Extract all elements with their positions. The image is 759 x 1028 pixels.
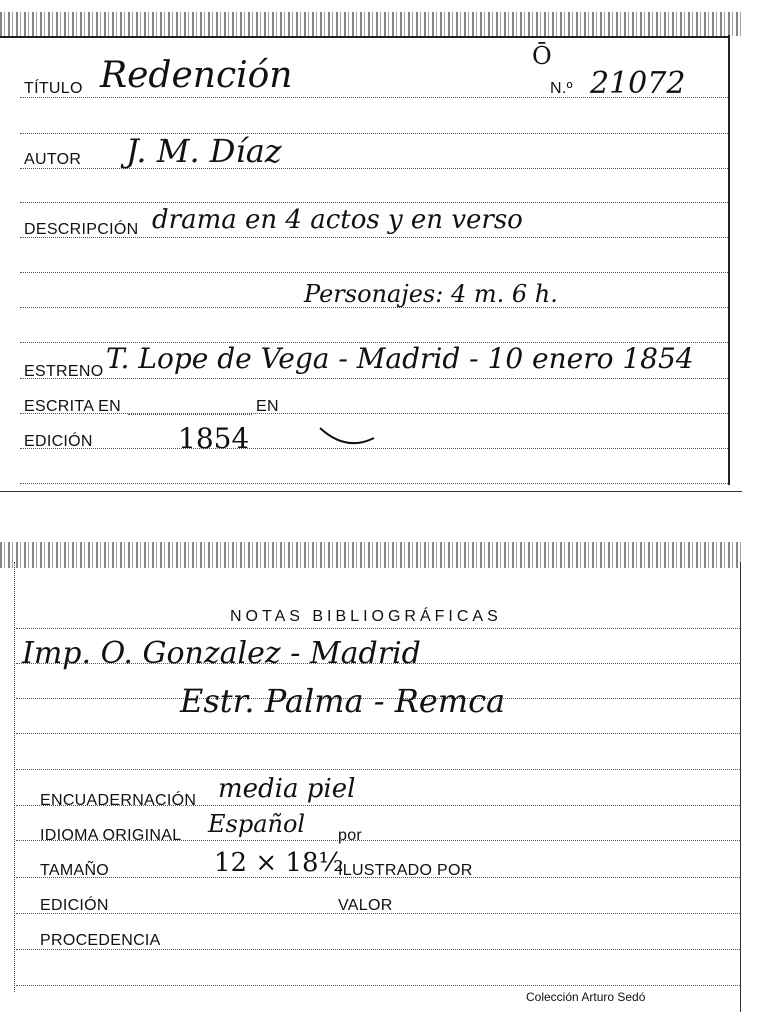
- por-label: por: [338, 827, 363, 844]
- rule: [16, 769, 740, 770]
- escrita-label: ESCRITA EN: [24, 398, 121, 415]
- descripcion-value: drama en 4 actos y en verso: [152, 205, 523, 235]
- estreno-label: ESTRENO: [24, 363, 104, 380]
- estreno-value: T. Lope de Vega - Madrid - 10 enero 1854: [106, 342, 694, 375]
- card-right-border: [740, 562, 741, 1012]
- idioma-value: Español: [208, 810, 306, 838]
- titulo-label: TÍTULO: [24, 80, 83, 97]
- note-line-1: Imp. O. Gonzalez - Madrid: [22, 636, 421, 671]
- autor-label: AUTOR: [24, 151, 82, 168]
- card-top-edge: [0, 12, 742, 36]
- ilustrado-label: ILUSTRADO POR: [338, 862, 473, 879]
- encuadernacion-label: ENCUADERNACIÓN: [40, 792, 197, 809]
- encuadernacion-value: media piel: [218, 774, 356, 804]
- footer-credit: Colección Arturo Sedó: [526, 990, 646, 1004]
- valor-label: VALOR: [338, 897, 393, 914]
- notas-heading: NOTAS BIBLIOGRÁFICAS: [230, 608, 502, 625]
- rule: [16, 985, 740, 986]
- edicion-label: EDICIÓN: [24, 433, 93, 450]
- rule: [20, 272, 728, 273]
- tamano-label: TAMAÑO: [40, 862, 110, 879]
- rule: [16, 733, 740, 734]
- rule: [20, 483, 728, 484]
- edicion-value: 1854: [178, 422, 250, 455]
- pencil-mark: [318, 420, 378, 450]
- tamano-value: 12 × 18½: [214, 848, 344, 878]
- personajes-value: Personajes: 4 m. 6 h.: [304, 280, 558, 308]
- card-left-border: [14, 562, 15, 992]
- rule: [20, 378, 728, 379]
- card-divider: [0, 491, 742, 492]
- descripcion-label: DESCRIPCIÓN: [24, 221, 139, 238]
- procedencia-label: PROCEDENCIA: [40, 932, 161, 949]
- titulo-value: Redención: [100, 55, 293, 96]
- rule: [20, 413, 728, 414]
- autor-value: J. M. Díaz: [126, 132, 282, 170]
- card-top-line: [0, 36, 730, 38]
- catalog-card-bottom: [0, 530, 742, 1028]
- idioma-label: IDIOMA ORIGINAL: [40, 827, 182, 844]
- en-label: EN: [256, 398, 279, 415]
- numero-mark: Ō: [532, 42, 552, 70]
- numero-value: 21072: [590, 66, 686, 101]
- rule: [16, 628, 740, 629]
- numero-label: N.º: [550, 80, 573, 97]
- catalog-card-top: [0, 0, 742, 490]
- rule: [20, 202, 728, 203]
- rule: [128, 414, 252, 415]
- note-line-2: Estr. Palma - Remca: [180, 682, 506, 720]
- card-top-edge: [0, 542, 742, 568]
- card-right-border: [728, 35, 730, 485]
- edicion-label: EDICIÓN: [40, 897, 109, 914]
